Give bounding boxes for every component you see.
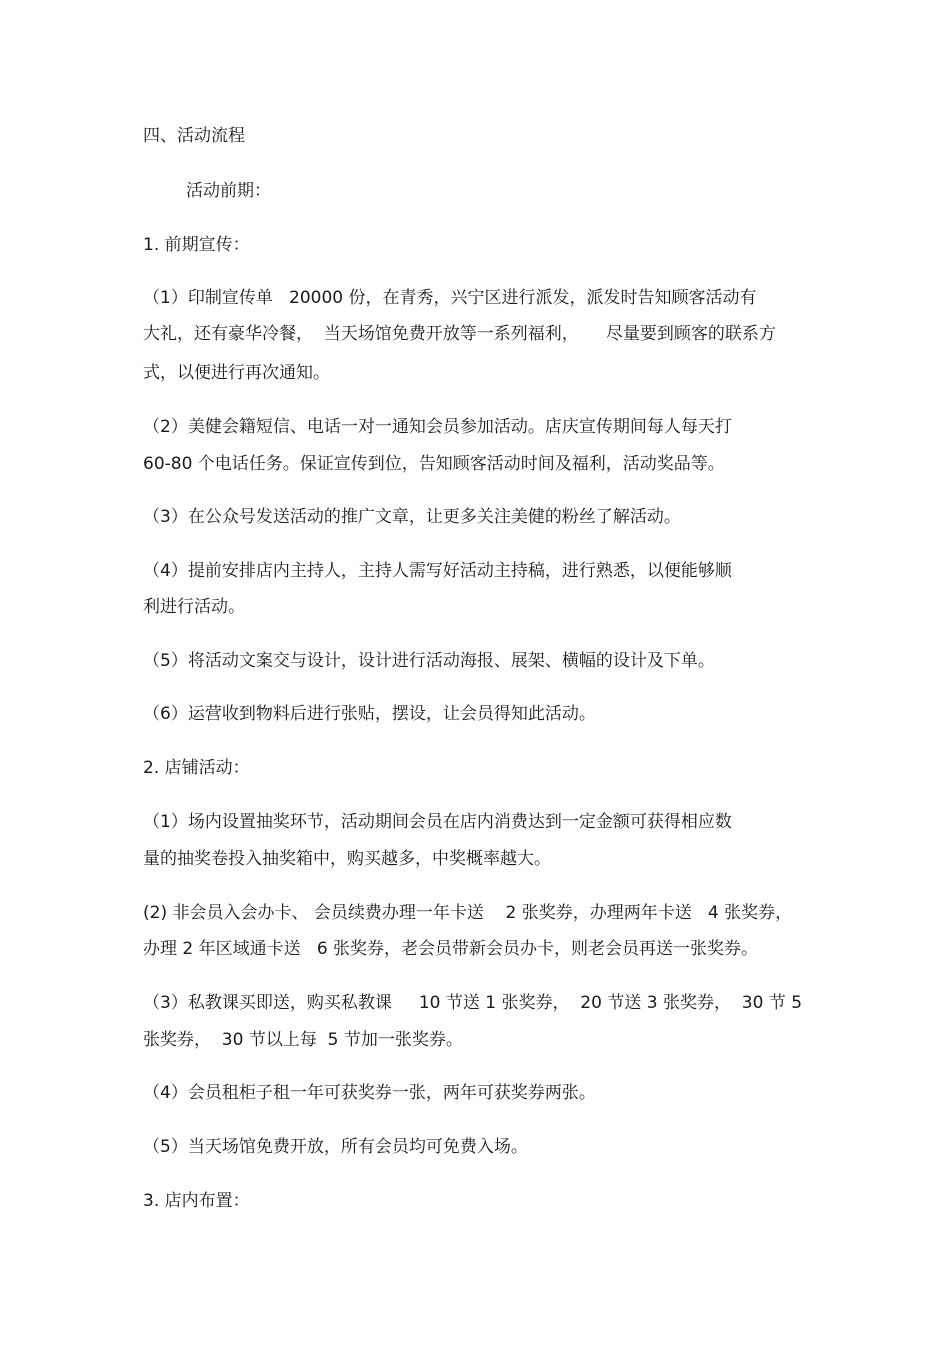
- part2-item5-line1: （5）当天场馆免费开放，所有会员均可免费入场。: [143, 1137, 528, 1157]
- part1-heading: 1. 前期宣传：: [143, 235, 250, 255]
- part1-item6-line1: （6）运营收到物料后进行张贴，摆设，让会员得知此活动。: [143, 704, 596, 724]
- part1-item2-line1: （2）美健会籍短信、电话一对一通知会员参加活动。店庆宣传期间每人每天打: [143, 417, 732, 437]
- part3-heading: 3. 店内布置：: [143, 1191, 250, 1211]
- part1-item1-line2: 大礼，还有豪华冷餐， 当天场馆免费开放等一系列福利， 尽量要到顾客的联系方: [143, 324, 776, 344]
- part1-item4-line2: 利进行活动。: [143, 597, 245, 617]
- part2-item2-line2: 办理 2 年区域通卡送 6 张奖券，老会员带新会员办卡，则老会员再送一张奖券。: [143, 939, 759, 959]
- part1-item1-line3: 式，以便进行再次通知。: [143, 363, 330, 383]
- part2-item3-line2: 张奖券， 30 节以上每 5 节加一张奖券。: [143, 1030, 463, 1050]
- part1-item2-line2: 60-80 个电话任务。保证宣传到位，告知顾客活动时间及福利，活动奖品等。: [143, 454, 725, 474]
- section-heading: 四、活动流程: [143, 126, 245, 146]
- part2-heading: 2. 店铺活动：: [143, 758, 250, 778]
- part2-item1-line2: 量的抽奖卷投入抽奖箱中，购买越多，中奖概率越大。: [143, 849, 551, 869]
- part2-item2-line1: (2) 非会员入会办卡、 会员续费办理一年卡送 2 张奖券，办理两年卡送 4 张奖券，: [143, 903, 793, 923]
- part1-item5-line1: （5）将活动文案交与设计，设计进行活动海报、展架、横幅的设计及下单。: [143, 651, 715, 671]
- part1-item1-line1: （1）印制宣传单 20000 份，在青秀，兴宁区进行派发，派发时告知顾客活动有: [143, 288, 757, 308]
- phase-title: 活动前期：: [186, 181, 271, 201]
- part2-item1-line1: （1）场内设置抽奖环节，活动期间会员在店内消费达到一定金额可获得相应数: [143, 812, 732, 832]
- part2-item4-line1: （4）会员租柜子租一年可获奖券一张，两年可获奖券两张。: [143, 1083, 596, 1103]
- part1-item3-line1: （3）在公众号发送活动的推广文章，让更多关注美健的粉丝了解活动。: [143, 507, 681, 527]
- part1-item4-line1: （4）提前安排店内主持人，主持人需写好活动主持稿，进行熟悉，以便能够顺: [143, 561, 732, 581]
- part2-item3-line1: （3）私教课买即送，购买私教课 10 节送 1 张奖券， 20 节送 3 张奖券， 30 节 5: [143, 993, 803, 1013]
